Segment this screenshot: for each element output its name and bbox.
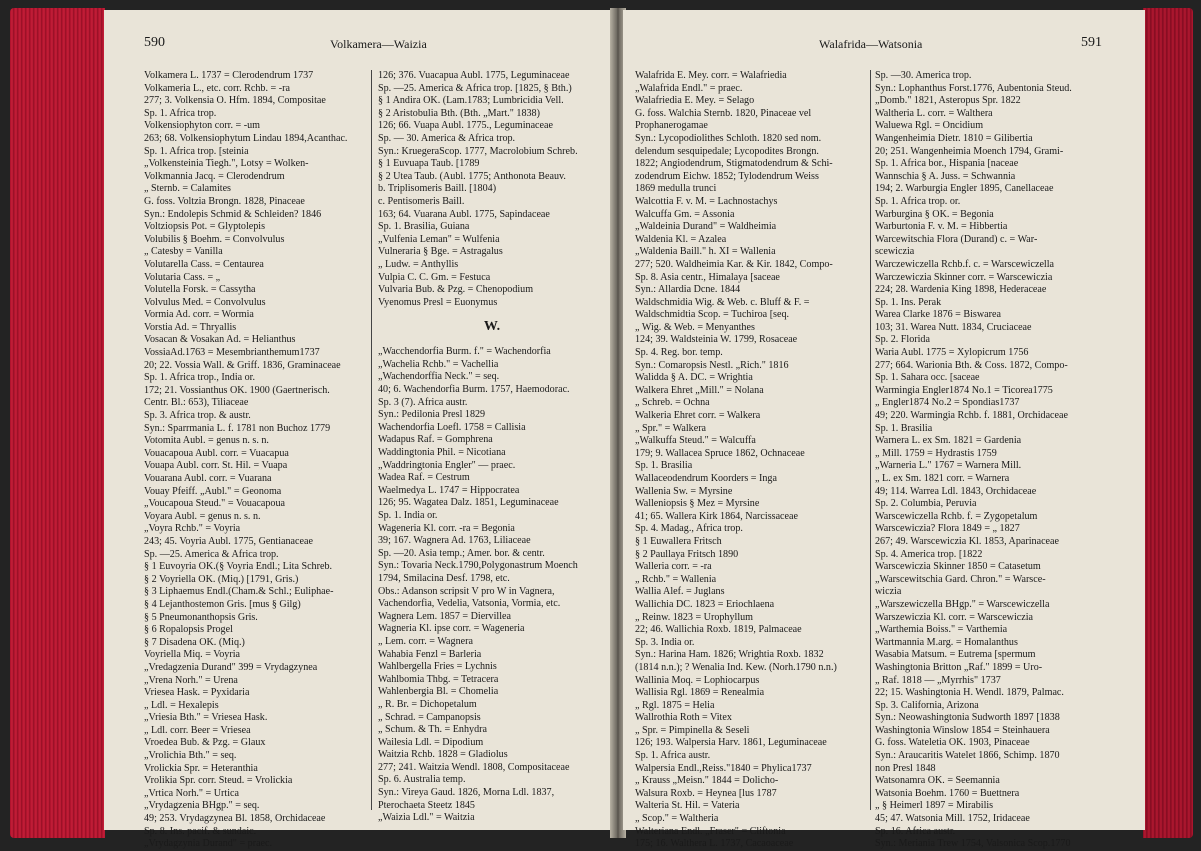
entry-line: 267; 49. Warscewiczia Kl. 1853, Aparinaceae [875,535,1059,547]
entry-line: Volutella Forsk. = Cassytha [144,284,256,296]
entry-line: „ Schum. & Th. = Enhydra [378,724,487,736]
entry-line: Wadapus Raf. = Gomphrena [378,434,493,446]
entry-line: „Vriesia Bth." = Vriesea Hask. [144,712,268,724]
entry-line: Obs.: Adanson scripsit V pro W in Vagnera, [378,585,555,597]
entry-line: 224; 28. Wardenia King 1898, Hederaceae [875,284,1047,296]
entry-line: Voyara Aubl. = genus n. s. n. [144,510,261,522]
entry-line: Vrolikia Spr. corr. Steud. = Vrolickia [144,775,293,787]
running-header-left: Volkamera—Waizia [330,37,427,51]
entry-line: „ Ldl. = Hexalepis [144,699,219,711]
entry-line: 1869 medulla trunci [635,183,717,195]
entry-line: Walafriedia E. Mey. = Selago [635,95,755,107]
entry-line: Vormia Ad. corr. = Wormia [144,309,254,321]
entry-line: non Presl 1848 [875,762,936,774]
entry-line: 277; 241. Waitzia Wendl. 1808, Compositaceae [378,761,570,773]
entry-line: delendum sesquipedale; Lycopodites Brongn. [635,145,819,157]
entry-line: 20; 251. Wangenheimia Moench 1794, Grami- [875,145,1064,157]
entry-line: „Vrydagzenia BHgp." = seq. [144,800,260,812]
right-column-1 [635,70,868,851]
entry-line: Vorstia Ad. = Thryallis [144,321,237,333]
entry-line: 1822; Angiodendrum, Stigmatodendrum & Schi- [635,158,833,170]
entry-line: Volkmannia Jacq. = Clerodendrum [144,170,285,182]
book-edge-right [1143,8,1193,838]
entry-line: Warscewiczia Skinner 1850 = Catasetum [875,561,1041,573]
entry-line: Pterochaeta Steetz 1845 [378,799,475,811]
entry-line: „Wachelia Rchb." = Vachellia [378,358,499,370]
entry-line: Syn.: Pedilonia Presl 1829 [378,409,486,421]
entry-line: Walteriana Endl. „Fraser" = Cliftonia [635,825,786,837]
entry-line: Volutarella Cass. = Centaurea [144,258,264,270]
entry-line: Wailesia Ldl. = Dipodium [378,736,484,748]
entry-line: „Waizia Ldl." = Waitzia [378,812,475,824]
entry-line: Warscewiczella Rchb. f. = Zygopetalum [875,510,1038,522]
entry-line: 39; 167. Wagnera Ad. 1763, Liliaceae [378,535,531,547]
entry-line: Wahlbergella Fries = Lychnis [378,661,497,673]
entry-line: scewiczia [875,246,915,258]
entry-line: Waldschmidia Wig. & Web. c. Bluff & F. = [635,296,810,308]
entry-line: Wahlbomia Thbg. = Tetracera [378,673,499,685]
entry-line: 175; 16. Walthera L. 1737, Cacaoaceae [635,838,794,850]
running-header-right: Walafrida—Watsonia [819,37,923,51]
entry-line: c. Pentisomeris Baill. [378,195,465,207]
entry-line: § 2 Aristobulia Bth. (Bth. „Mart." 1838) [378,107,540,119]
entry-line: „Walafrida Endl." = praec. [635,82,743,94]
entry-line: Syn.: Tovaria Neck.1790,Polygonastrum Moench [378,560,578,572]
entry-line: Sp. 4. Reg. bor. temp. [635,347,723,359]
entry-line: § 1 Euvuapa Taub. [1789 [378,158,480,170]
entry-line: Warczewiczella Rchb.f. c. = Warscewiczella [875,258,1055,270]
entry-line: „Warthemia Boiss." = Varthemia [875,624,1008,636]
entry-line: 22; 15. Washingtonia H. Wendl. 1879, Palmac. [875,687,1064,699]
entry-line: Vachendorfia, Vedelia, Vatsonia, Vormia, etc. [378,598,561,610]
entry-line: Vyenomus Presl = Euonymus [378,296,498,308]
entry-line: Walleniopsis § Mez = Myrsine [635,498,760,510]
entry-line: 40; 6. Wachendorfia Burm. 1757, Haemodorac. [378,384,570,396]
right-column-2 [875,70,1139,851]
entry-line: Walafrida E. Mey. corr. = Walafriedia [635,70,787,81]
entry-line: Wangenheimia Dietr. 1810 = Gilibertia [875,132,1033,144]
entry-line: Sp. —25. America & Africa trop. [1825, § Bth.) [378,82,572,94]
entry-line: „ Catesby = Vanilla [144,246,223,258]
entry-line: 20; 22. Vossia Wall. & Griff. 1836, Graminaceae [144,359,341,371]
entry-line: Vulvaria Bub. & Pzg. = Chenopodium [378,284,534,296]
entry-line: Vulpia C. C. Gm. = Festuca [378,271,491,283]
entry-line: Volubilis § Boehm. = Convolvulus [144,233,285,245]
entry-line: „Voyra Rchb." = Voyria [144,523,241,535]
entry-line: „Vrena Norh." = Urena [144,674,238,686]
entry-line: Syn.: Neowashingtonia Sudworth 1897 [1838 [875,712,1060,724]
entry-line: Walkeria Ehret corr. = Walkera [635,410,761,422]
entry-line: Wachendorfia Loefl. 1758 = Callisia [378,421,526,433]
entry-line: „Warscewitschia Gard. Chron." = Warsce- [875,573,1046,585]
entry-line: Washingtonia Britton „Raf." 1899 = Uro- [875,661,1043,673]
section-letter-w: W. [483,319,501,335]
entry-line: Sp. 2. Columbia, Peruvia [875,498,977,510]
entry-line: 22; 46. Wallichia Roxb. 1819, Palmaceae [635,624,802,636]
entry-line: Sp. —20. Asia temp.; Amer. bor. & centr. [378,547,545,559]
entry-line: Walcuffa Gm. = Assonia [635,208,735,220]
entry-line: § 2 Paullaya Fritsch 1890 [635,548,739,560]
entry-line: § 7 Disadena OK. (Miq.) [144,636,245,648]
entry-line: zodendrum Eichw. 1852; Tylodendrum Weiss [635,170,819,182]
entries-w [378,346,606,825]
entry-line: Sp. 3. India or. [635,636,695,648]
entry-line: 243; 45. Voyria Aubl. 1775, Gentianaceae [144,535,313,547]
entry-line: „Voucapoua Steud." = Vouacapoua [144,498,286,510]
entry-line: Volvulus Med. = Convolvulus [144,296,266,308]
entry-line: Sp. 1. Africa bor., Hispania [naceae [875,158,1019,170]
entry-line: „ Lem. corr. = Wagnera [378,635,473,647]
entry-line: b. Triplisomeris Baill. [1804) [378,183,497,195]
entries-vu [378,70,606,309]
entry-line: Sp. 3 (7). Africa austr. [378,396,468,408]
entry-line: „Vulfenia Leman" = Wulfenia [378,233,500,245]
entry-line: 126; 376. Vuacapua Aubl. 1775, Leguminaceae [378,70,570,81]
entry-line: „Vrolichia Bth." = seq. [144,750,237,762]
entry-line: Warburgina § OK. = Begonia [875,208,994,220]
entry-line: Wallisia Rgl. 1869 = Renealmia [635,687,765,699]
entry-line: Wadea Raf. = Cestrum [378,472,470,484]
entry-line: Wallenia Sw. = Myrsine [635,485,733,497]
entry-line: VossiaAd.1763 = Mesembrianthemum1737 [144,347,320,359]
entry-line: Watsonamra OK. = Seemannia [875,775,1000,787]
entry-line: 45; 47. Watsonia Mill. 1752, Iridaceae [875,813,1030,825]
entry-line: 179; 9. Wallacea Spruce 1862, Ochnaceae [635,447,805,459]
entry-line: G. foss. Wateletia OK. 1903, Pinaceae [875,737,1030,749]
entry-line: Syn.: KruegeraScop. 1777, Macrolobium Schreb. [378,145,578,157]
entry-line: (1814 n.n.); ? Wenalia Ind. Kew. (Norh.1790 n.n.) [635,661,837,673]
entry-line: Syn.: Lophanthus Forst.1776, Aubentonia Steud. [875,82,1072,94]
entry-line: „ Engler1874 No.2 = Spondias1737 [875,397,1020,409]
entry-line: 49; 114. Warrea Ldl. 1843, Orchidaceae [875,485,1037,497]
entry-line: Sp. 4. Madag., Africa trop. [635,523,743,535]
entry-line: Sp. 1. Brasilia [635,460,693,472]
entry-line: Warczewiczia Skinner corr. = Warscewiczia [875,271,1053,283]
entry-line: § 1 Euwallera Fritsch [635,535,722,547]
entry-line: 103; 31. Warea Nutt. 1834, Cruciaceae [875,321,1032,333]
entry-line: Sp. 1. Sahara occ. [saceae [875,372,980,384]
entry-line: Vouapa Aubl. corr. St. Hil. = Vuapa [144,460,288,472]
entry-line: 194; 2. Warburgia Engler 1895, Canellaceae [875,183,1054,195]
entry-line: Sp. 1. Africa trop. [steinia [144,145,249,157]
entry-line: Waria Aubl. 1775 = Xylopicrum 1756 [875,347,1029,359]
entry-line: § 2 Utea Taub. (Aubl. 1775; Anthonota Beauv. [378,170,566,182]
entry-line: Wannschia § A. Juss. = Schwannia [875,170,1016,182]
entry-line: Wallia Alef. = Juglans [635,586,725,598]
entry-line: Wasabia Matsum. = Eutrema [spermum [875,649,1036,661]
entry-line: Sp. 6. Australia temp. [378,774,466,786]
entry-line: „Wachendorffia Neck." = seq. [378,371,500,383]
entry-line: Washingtonia Winslow 1854 = Steinhauera [875,724,1050,736]
entry-line: Watsonia Boehm. 1760 = Buettnera [875,787,1020,799]
entry-line: Sp. 1. Brasilia, Guiana [378,221,470,233]
entry-line: Wallrothia Roth = Vitex [635,712,732,724]
entry-line: G. foss. Voltzia Brongn. 1828, Pinaceae [144,195,305,207]
entry-line: Warszewiczia Kl. corr. = Warscewiczia [875,611,1034,623]
entry-line: Voyriella Miq. = Voyria [144,649,240,661]
entry-line: 1794, Smilacina Desf. 1798, etc. [378,572,510,584]
right-page [623,10,1145,850]
entry-line: „Walkuffa Steud." = Walcuffa [635,435,756,447]
entry-line: Sp. 2. Florida [875,334,930,346]
entry-line: Vriesea Hask. = Pyxidaria [144,687,250,699]
entry-line: Syn.: Lycopodiolithes Schloth. 1820 sed nom. [635,132,822,144]
entry-line: Volkensiophyton corr. = -um [144,120,260,132]
entry-line: 126; 193. Walpersia Harv. 1861, Leguminaceae [635,737,827,749]
entry-line: Wallichia DC. 1823 = Eriochlaena [635,598,775,610]
entry-line: „ Sternb. = Calamites [144,183,231,195]
entry-line: Sp. —30. America trop. [875,70,972,81]
entry-line: Wartmannia M.arg. = Homalanthus [875,636,1018,648]
entry-line: Sp. 1. Ins. Perak [875,296,942,308]
entry-line: „ Rgl. 1875 = Helia [635,699,715,711]
entry-line: Volkameria L., etc. corr. Rchb. = -ra [144,82,290,94]
entry-line: Warcewitschia Flora (Durand) c. = War- [875,233,1038,245]
entry-line: 277; 664. Warionia Bth. & Coss. 1872, Compo- [875,359,1068,371]
entry-line: Votomita Aubl. = genus n. s. n. [144,435,269,447]
entry-line: § 5 Pneumonanthopsis Gris. [144,611,258,623]
entry-line: Volkamera L. 1737 = Clerodendrum 1737 [144,70,314,81]
entry-line: 263; 68. Volkensiophytum Lindau 1894,Acanthac. [144,132,348,144]
entry-line: Walpersia Endl.,Reiss."1840 = Phylica1737 [635,762,812,774]
entry-line: Syn.: Comaropsis Nestl. „Rich." 1816 [635,359,789,371]
entry-line: „Vrtica Norh." = Urtica [144,787,239,799]
entry-line: Vroedea Bub. & Pzg. = Glaux [144,737,266,749]
entry-line: „ Krauss „Meisn." 1844 = Dolicho- [635,775,779,787]
entry-line: Wahlenbergia Bl. = Chomelia [378,686,499,698]
entry-line: Waluewa Rgl. = Oncidium [875,120,984,132]
entry-line: 277; 3. Volkensia O. Hfm. 1894, Compositae [144,95,326,107]
column-rule-right [870,70,871,810]
entry-line: Vrolickia Spr. = Heteranthia [144,762,258,774]
entry-line: Volutaria Cass. = „ [144,271,221,283]
entry-line: „ Rchb." = Wallenia [635,573,717,585]
entry-line: 126; 66. Vuapa Aubl. 1775., Leguminaceae [378,120,553,132]
entry-line: Voltziopsis Pot. = Glyptolepis [144,221,266,233]
entry-line: Sp. 8. Ins. pacif. & sundaic. [144,825,257,837]
entry-line: 49; 220. Warmingia Rchb. f. 1881, Orchidaceae [875,410,1068,422]
entry-line: „ R. Br. = Dichopetalum [378,698,477,710]
column-rule-left [371,70,372,810]
left-page [104,10,613,850]
entry-line: 163; 64. Vuarana Aubl. 1775, Sapindaceae [378,208,550,220]
entry-line: Waitzia Rchb. 1828 = Gladiolus [378,749,508,761]
entry-line: 124; 39. Waldsteinia W. 1799, Rosaceae [635,334,798,346]
entry-line: „Vrydagzynia Durand" = praec. [144,838,273,850]
entry-line: Sp. 1. Africa austr. [635,750,711,762]
entry-line: Vulneraria § Bge. = Astragalus [378,246,503,258]
entry-line: Walleria corr. = -ra [635,561,712,573]
entry-line: „Volkensteinia Tiegh.", Lotsy = Wolken- [144,158,309,170]
entry-line: Waddingtonia Phil. = Nicotiana [378,447,506,459]
entry-line: Warmingia Engler1874 No.1 = Ticorea1775 [875,384,1053,396]
entry-line: 172; 21. Vossianthus OK. 1900 (Gaertnerisch. [144,384,330,396]
entry-line: „Warszewiczella BHgp." = Warscewiczella [875,598,1050,610]
entry-line: Waltheria L. corr. = Walthera [875,107,993,119]
entry-line: Wahabia Fenzl = Barleria [378,648,482,660]
entry-line: „Warneria L." 1767 = Warnera Mill. [875,460,1022,472]
entry-line: „ Schreb. = Ochna [635,397,710,409]
entry-line: Vouarana Aubl. corr. = Vuarana [144,473,272,484]
page-number-right: 591 [1081,35,1102,50]
entry-line: § 2 Voyriella OK. (Miq.) [1791, Gris.) [144,573,299,585]
entry-line: Warscewiczia? Flora 1849 = „ 1827 [875,523,1020,535]
entry-line: Waelmedya L. 1747 = Hippocratea [378,484,520,496]
entry-line: Syn.: Meriania Trew 1754, Valsonica Scop.1770 [875,838,1071,850]
entry-line: Sp. 1. Africa trop., India or. [144,372,256,384]
entry-line: „ Wig. & Web. = Menyanthes [635,321,755,333]
entry-line: Walsura Roxb. = Heynea [lus 1787 [635,787,777,799]
entry-line: Sp. 1. Brasilia [875,422,933,434]
entry-line: Walcottia F. v. M. = Lachnostachys [635,195,778,207]
entry-line: „Domb." 1821, Asteropus Spr. 1822 [875,95,1021,107]
entry-line: „ L. ex Sm. 1821 corr. = Warnera [875,473,1010,484]
entry-line: Sp. 8. Asia centr., Himalaya [saceae [635,271,780,283]
page-number-left: 590 [144,35,165,50]
entry-line: Warburtonia F. v. M. = Hibbertia [875,221,1008,233]
entry-line: „ Ldl. corr. Beer = Vriesea [144,724,251,736]
entry-line: Sp. —25. America & Africa trop. [144,548,279,560]
entry-line: Walteria St. Hil. = Vateria [635,800,740,812]
entry-line: „ § Heimerl 1897 = Mirabilis [875,800,994,812]
entry-line: Wallinia Moq. = Lophiocarpus [635,674,760,686]
entry-line: „ Ludw. = Anthyllis [378,258,459,270]
entry-line: § 1 Andira OK. (Lam.1783; Lumbricidia Vell. [378,95,564,107]
entry-line: Wagneria Kl. ipse corr. = Wageneria [378,623,525,635]
entry-line: „ Reinw. 1823 = Urophyllum [635,611,754,623]
entry-line: 126; 95. Wagatea Dalz. 1851, Leguminaceae [378,497,559,509]
entry-line: Sp. — 30. America & Africa trop. [378,132,516,144]
entry-line: „ Spr." = Walkera [635,422,707,434]
entry-line: Sp. 3. California, Arizona [875,699,979,711]
entry-line: § 1 Euvoyria OK.(§ Voyria Endl.; Lita Schreb. [144,561,333,573]
entry-line: Waldenia Kl. = Azalea [635,233,727,245]
entry-line: § 6 Ropalopsis Progel [144,624,233,636]
entry-line: „ Raf. 1818 — „Myrrhis" 1737 [875,674,1001,686]
entry-line: Wageneria Kl. corr. -ra = Begonia [378,522,515,534]
entry-line: Centr. Bl.: 653), Tiliaceae [144,397,249,409]
left-column-2 [378,70,606,825]
entry-line: Syn.: Allardia Dcne. 1844 [635,284,741,296]
entry-line: „ Spr. = Pimpinella & Seseli [635,724,750,736]
entry-line: 49; 253. Vrydagzynea Bl. 1858, Orchidaceae [144,813,326,825]
entry-line: Sp. 3. Africa trop. & austr. [144,410,251,422]
entry-line: Syn.: Araucaritis Watelet 1866, Schimp. 1870 [875,750,1060,762]
entry-line: „Waldeinia Durand" = Waldheimia [635,221,777,233]
entry-line: Sp. 1. India or. [378,510,438,521]
entry-line: „ Mill. 1759 = Hydrastis 1759 [875,447,997,459]
entry-line: Syn.: Harina Ham. 1826; Wrightia Roxb. 1832 [635,649,824,661]
entry-line: Wagnera Lem. 1857 = Diervillea [378,610,511,622]
entry-line: „Wacchendorfia Burm. f." = Wachendorfia [378,346,551,358]
entry-line: G. foss. Walchia Sternb. 1820, Pinaceae vel [635,107,812,119]
entry-line: § 4 Lejanthostemon Gris. [mus § Gilg) [144,598,301,610]
entry-line: Sp. 1. Africa trop. or. [875,195,961,207]
entry-line: Warnera L. ex Sm. 1821 = Gardenia [875,435,1022,447]
entry-line: Waldschmidtia Scop. = Tuchiroa [seq. [635,309,790,321]
entry-line: Vouay Pfeiff. „Aubl." = Geonoma [144,485,282,497]
entry-line: „Waldenia Baill." h. XI = Wallenia [635,246,776,258]
book-edge-left [10,8,105,838]
entry-line: wiczia [875,586,902,598]
entry-line: Sp. 16. Africa austr. [875,825,956,837]
entry-line: § 3 Liphaemus Endl.(Cham.& Schl.; Euliphae- [144,586,334,598]
entry-line: Walidda § A. DC. = Wrightia [635,372,753,384]
entry-line: Vosacan & Vosakan Ad. = Helianthus [144,334,296,346]
entry-line: Syn.: Sparrmania L. f. 1781 non Buchoz 1779 [144,422,331,434]
entry-line: Syn.: Vireya Gaud. 1826, Morna Ldl. 1837, [378,787,555,799]
entry-line: „Vredagzenia Durand" 399 = Vrydagzynea [144,661,318,673]
entry-line: Sp. 1. Africa trop. [144,107,217,119]
entry-line: Wallaceodendrum Koorders = Inga [635,473,777,484]
entry-line: Syn.: Endolepis Schmid & Schleiden? 1846 [144,208,322,220]
entry-line: „ Schrad. = Campanopsis [378,711,481,723]
entry-line: Walkera Ehret „Mill." = Nolana [635,384,764,396]
entry-line: Sp. 4. America trop. [1822 [875,548,983,560]
entry-line: 277; 520. Waldheimia Kar. & Kir. 1842, Compo- [635,258,833,270]
entry-line: Prophanerogamae [635,120,708,132]
entry-line: Vouacapoua Aubl. corr. = Vuacapua [144,447,289,459]
entry-line: Warea Clarke 1876 = Biswarea [875,309,1001,321]
entry-line: 41; 65. Wallera Kirk 1864, Narcissaceae [635,510,798,522]
entry-line: „ Scop." = Waltheria [635,813,719,825]
left-column-1 [144,70,372,851]
entry-line: „Waddringtonia Engler" — praec. [378,459,516,471]
